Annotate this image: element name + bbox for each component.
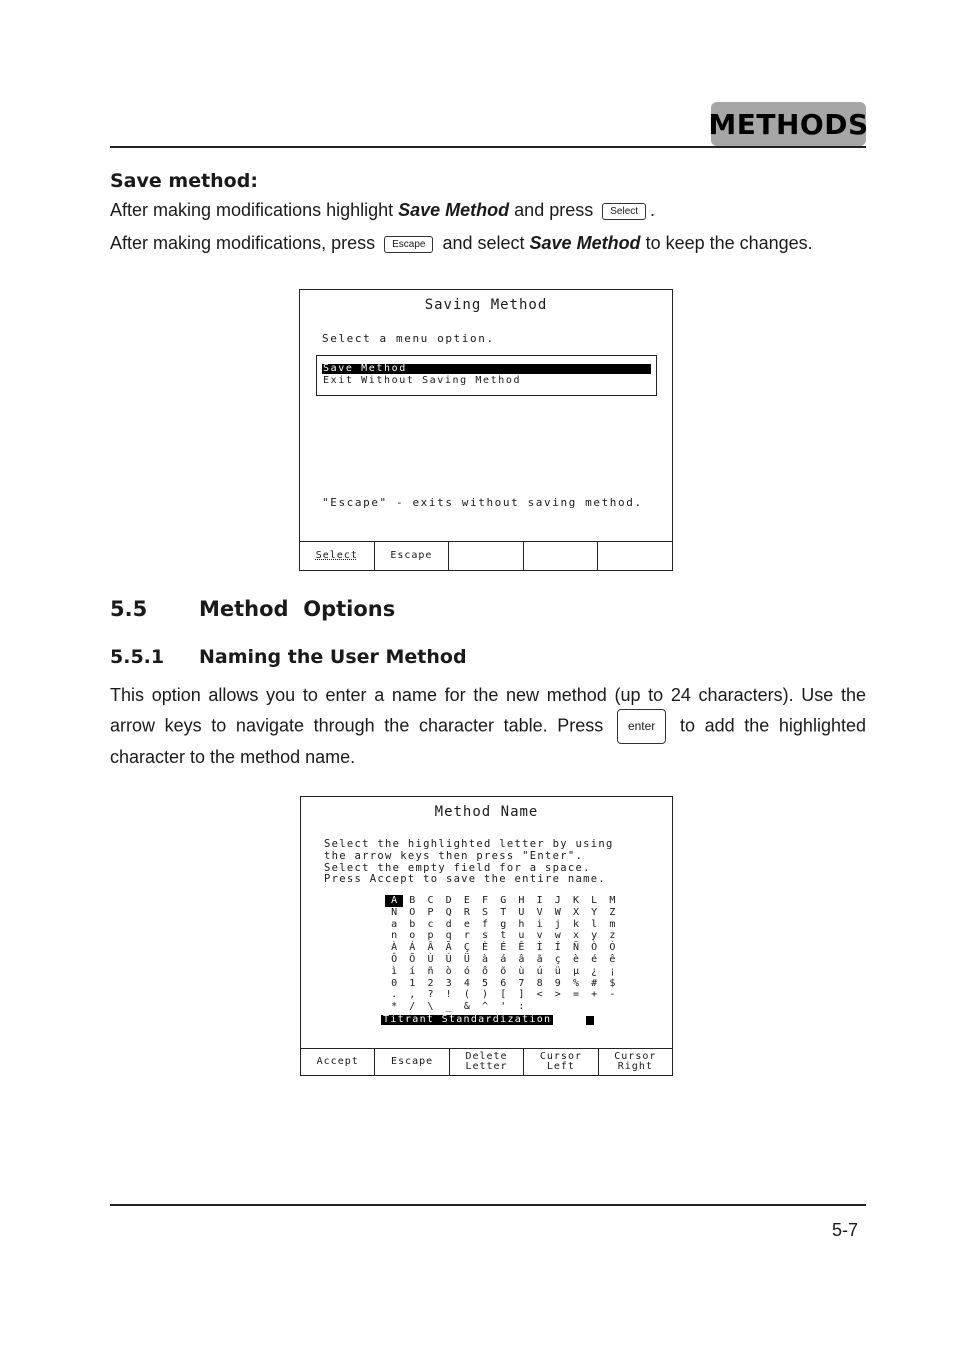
- character-cell[interactable]: m: [609, 918, 616, 930]
- character-cell[interactable]: %: [572, 977, 579, 989]
- character-cell[interactable]: ^: [482, 1001, 489, 1013]
- character-cell[interactable]: c: [427, 918, 434, 930]
- character-cell[interactable]: À: [391, 942, 398, 954]
- screen-prompt: Select a menu option.: [322, 332, 495, 345]
- character-cell[interactable]: (: [463, 989, 470, 1001]
- escape-key-icon: Escape: [384, 236, 433, 253]
- character-cell[interactable]: 5: [482, 977, 489, 989]
- character-cell[interactable]: g: [500, 918, 507, 930]
- instruction-line: Press Accept to save the entire name.: [324, 873, 606, 886]
- character-cell[interactable]: N: [391, 906, 398, 918]
- character-cell[interactable]: e: [463, 918, 470, 930]
- character-row: [385, 919, 621, 931]
- character-cell[interactable]: ì: [391, 965, 398, 977]
- emphasis: Save Method: [398, 200, 510, 220]
- character-cell[interactable]: #: [591, 977, 598, 989]
- softkey-label: Select: [315, 550, 358, 561]
- character-cell[interactable]: \: [427, 1001, 434, 1013]
- header-rule: [110, 146, 866, 148]
- character-cell[interactable]: I: [536, 895, 543, 906]
- character-cell[interactable]: Ó: [609, 942, 616, 954]
- character-cell[interactable]: ü: [554, 965, 561, 977]
- character-row: [385, 966, 621, 978]
- enter-key-icon: enter: [617, 709, 666, 744]
- character-cell[interactable]: Ñ: [572, 942, 579, 954]
- character-cell[interactable]: 8: [536, 977, 543, 989]
- softkey-label-line: Delete: [465, 1051, 508, 1062]
- character-cell[interactable]: P: [427, 906, 434, 918]
- character-cell[interactable]: q: [445, 930, 452, 942]
- character-cell[interactable]: ): [482, 989, 489, 1001]
- character-cell[interactable]: E: [463, 895, 470, 906]
- name-cursor: [586, 1016, 594, 1025]
- character-cell[interactable]: j: [554, 918, 561, 930]
- character-cell[interactable]: Ç: [463, 942, 470, 954]
- character-cell[interactable]: l: [591, 918, 598, 930]
- section-title: Naming the User Method: [199, 646, 467, 668]
- softkey-blank-4[interactable]: [524, 542, 599, 570]
- character-cell[interactable]: õ: [500, 965, 507, 977]
- screen-footer-note: "Escape" - exits without saving method.: [322, 496, 643, 509]
- character-cell[interactable]: Â: [427, 942, 434, 954]
- softkey-label: [465, 1052, 507, 1072]
- softkey-blank-3[interactable]: [449, 542, 524, 570]
- character-cell[interactable]: ç: [554, 953, 561, 965]
- character-cell[interactable]: µ: [572, 965, 579, 977]
- character-cell[interactable]: ù: [518, 965, 525, 977]
- character-cell[interactable]: Ù: [427, 953, 434, 965]
- character-cell[interactable]: K: [572, 895, 579, 906]
- text: After making modifications highlight: [110, 200, 399, 220]
- instruction-line: the arrow keys then press "Enter".: [324, 849, 584, 862]
- character-cell[interactable]: 4: [463, 977, 470, 989]
- character-cell[interactable]: 1: [409, 977, 416, 989]
- character-cell[interactable]: v: [536, 930, 543, 942]
- character-cell[interactable]: ô: [482, 965, 489, 977]
- character-cell[interactable]: ¡: [609, 965, 616, 977]
- character-cell[interactable]: â: [518, 953, 525, 965]
- character-cell[interactable]: -: [609, 989, 616, 1001]
- character-cell[interactable]: Ã: [445, 942, 452, 954]
- screen-title: Method Name: [434, 804, 539, 820]
- character-cell[interactable]: ñ: [427, 965, 434, 977]
- character-cell[interactable]: Õ: [409, 953, 416, 965]
- character-cell[interactable]: a: [391, 918, 398, 930]
- character-cell[interactable]: k: [572, 918, 579, 930]
- screen-instructions: [324, 839, 614, 886]
- character-cell[interactable]: X: [572, 906, 579, 918]
- character-cell[interactable]: w: [554, 930, 561, 942]
- softkey-delete-letter[interactable]: [450, 1049, 524, 1075]
- save-method-line-2: [110, 233, 813, 254]
- character-cell[interactable]: p: [427, 930, 434, 942]
- character-cell[interactable]: H: [518, 895, 525, 906]
- character-table: [385, 895, 621, 1013]
- character-cell[interactable]: ú: [536, 965, 543, 977]
- character-cell[interactable]: ã: [536, 953, 543, 965]
- character-row: [385, 895, 621, 907]
- character-cell[interactable]: T: [500, 906, 507, 918]
- character-cell[interactable]: 7: [518, 977, 525, 989]
- character-row: [385, 1001, 621, 1013]
- character-cell[interactable]: n: [391, 930, 398, 942]
- text: This option allows you to enter a name for the new method (up to 24 characters). Use the arrow keys to navigate through the character table. Press: [110, 685, 866, 736]
- character-cell[interactable]: F: [482, 895, 489, 906]
- character-cell[interactable]: 3: [445, 977, 452, 989]
- saving-method-screen: [299, 289, 673, 571]
- character-cell[interactable]: s: [482, 930, 489, 942]
- section-5-5-1-heading: [110, 646, 467, 668]
- character-cell[interactable]: 9: [554, 977, 561, 989]
- character-cell[interactable]: S: [482, 906, 489, 918]
- character-cell[interactable]: Ò: [591, 942, 598, 954]
- character-cell[interactable]: ó: [463, 965, 470, 977]
- character-cell[interactable]: Á: [409, 942, 416, 954]
- softkey-label: Escape: [390, 550, 433, 561]
- character-cell[interactable]: +: [591, 989, 598, 1001]
- softkey-cursor-right[interactable]: [599, 1049, 672, 1075]
- character-cell[interactable]: h: [518, 918, 525, 930]
- softkey-label-line: Escape: [391, 1056, 434, 1067]
- character-row: [385, 942, 621, 954]
- character-cell[interactable]: x: [572, 930, 579, 942]
- softkey-label-line: Cursor: [539, 1051, 582, 1062]
- character-cell[interactable]: Ì: [536, 942, 543, 954]
- character-cell[interactable]: O: [409, 906, 416, 918]
- character-cell[interactable]: Ô: [391, 953, 398, 965]
- softkey-label-line: Cursor: [614, 1051, 657, 1062]
- character-cell[interactable]: 2: [427, 977, 434, 989]
- section-badge: METHODS: [711, 102, 866, 146]
- character-cell[interactable]: É: [500, 942, 507, 954]
- character-cell[interactable]: d: [445, 918, 452, 930]
- character-cell[interactable]: =: [572, 989, 579, 1001]
- character-row: [385, 954, 621, 966]
- character-cell[interactable]: U: [518, 906, 525, 918]
- softkey-label-line: Right: [617, 1061, 653, 1072]
- character-cell[interactable]: ò: [445, 965, 452, 977]
- softkey-label-line: Left: [546, 1061, 575, 1072]
- softkey-select[interactable]: [300, 542, 375, 570]
- instruction-line: Select the empty field for a space.: [324, 861, 591, 874]
- softkey-label: [317, 1057, 359, 1067]
- character-cell[interactable]: 0: [391, 977, 398, 989]
- footer-rule: [110, 1204, 866, 1206]
- softkey-escape[interactable]: [375, 1049, 449, 1075]
- section-title: Method Options: [199, 597, 396, 621]
- character-cell[interactable]: V: [536, 906, 543, 918]
- character-cell[interactable]: È: [482, 942, 489, 954]
- method-name-value: Titrant Standardization: [383, 1014, 552, 1025]
- character-cell[interactable]: D: [445, 895, 452, 906]
- character-cell[interactable]: Q: [445, 906, 452, 918]
- select-key-icon: Select: [602, 203, 646, 220]
- character-row: [385, 930, 621, 942]
- character-cell[interactable]: &: [463, 1001, 470, 1013]
- character-cell[interactable]: f: [482, 918, 489, 930]
- character-cell[interactable]: ,: [409, 989, 416, 1001]
- character-cell[interactable]: á: [500, 953, 507, 965]
- character-cell[interactable]: J: [554, 895, 561, 906]
- menu-option-save-method[interactable]: Save Method: [322, 364, 651, 374]
- character-cell[interactable]: _: [445, 1001, 452, 1013]
- character-cell[interactable]: ?: [427, 989, 434, 1001]
- menu-option-exit-without-saving[interactable]: Exit Without Saving Method: [323, 375, 522, 386]
- character-cell[interactable]: í: [409, 965, 416, 977]
- character-row: [385, 978, 621, 990]
- character-cell[interactable]: !: [445, 989, 452, 1001]
- character-cell[interactable]: Z: [609, 906, 616, 918]
- character-cell[interactable]: z: [609, 930, 616, 942]
- character-cell[interactable]: >: [554, 989, 561, 1001]
- softkey-bar: [301, 1048, 672, 1075]
- character-cell[interactable]: i: [536, 918, 543, 930]
- character-cell[interactable]: ]: [518, 989, 525, 1001]
- character-cell[interactable]: y: [591, 930, 598, 942]
- softkey-label: [540, 1052, 582, 1072]
- character-cell[interactable]: 6: [500, 977, 507, 989]
- section-number: 5.5.1: [110, 646, 165, 668]
- character-cell[interactable]: G: [500, 895, 507, 906]
- save-method-line-1: [110, 200, 655, 221]
- softkey-blank-5[interactable]: [598, 542, 672, 570]
- character-cell[interactable]: R: [463, 906, 470, 918]
- character-row: [385, 907, 621, 919]
- character-cell[interactable]: *: [391, 1001, 398, 1013]
- character-cell[interactable]: é: [591, 953, 598, 965]
- character-cell[interactable]: Ê: [518, 942, 525, 954]
- text: to add the highlighted character to the method name.: [110, 715, 866, 767]
- method-name-screen: [300, 796, 673, 1076]
- naming-paragraph: [110, 682, 866, 771]
- character-cell[interactable]: $: [609, 977, 616, 989]
- character-cell[interactable]: Ü: [463, 953, 470, 965]
- character-cell[interactable]: ê: [609, 953, 616, 965]
- character-cell[interactable]: B: [409, 895, 416, 906]
- section-5-5-heading: [110, 597, 395, 621]
- character-cell[interactable]: Í: [554, 942, 561, 954]
- character-cell[interactable]: M: [609, 895, 616, 906]
- character-cell[interactable]: ': [500, 1001, 507, 1013]
- instruction-line: Select the highlighted letter by using: [324, 838, 614, 850]
- character-cell[interactable]: Ú: [445, 953, 452, 965]
- section-number: 5.5: [110, 597, 148, 621]
- character-row: [385, 989, 621, 1001]
- menu-box: [316, 355, 657, 396]
- softkey-label-line: Letter: [465, 1061, 508, 1072]
- character-cell[interactable]: <: [536, 989, 543, 1001]
- character-cell[interactable]: W: [554, 906, 561, 918]
- character-cell[interactable]: L: [591, 895, 598, 906]
- character-cell[interactable]: :: [518, 1001, 525, 1013]
- softkey-bar: [300, 541, 672, 570]
- text: to keep the changes.: [640, 233, 813, 253]
- text: and select: [437, 233, 530, 253]
- character-cell[interactable]: à: [482, 953, 489, 965]
- text: After making modifications, press: [110, 233, 381, 253]
- screen-title: Saving Method: [424, 297, 548, 313]
- character-cell[interactable]: t: [500, 930, 507, 942]
- character-cell[interactable]: C: [427, 895, 434, 906]
- softkey-label: [391, 1057, 433, 1067]
- softkey-accept[interactable]: [301, 1049, 375, 1075]
- text: and press: [509, 200, 599, 220]
- softkey-label-line: Accept: [316, 1056, 359, 1067]
- character-cell[interactable]: .: [391, 989, 398, 1001]
- character-cell[interactable]: Y: [591, 906, 598, 918]
- softkey-label: [614, 1052, 656, 1072]
- softkey-cursor-left[interactable]: [524, 1049, 598, 1075]
- character-cell[interactable]: b: [409, 918, 416, 930]
- emphasis: Save Method: [529, 233, 641, 253]
- page-number: 5-7: [832, 1220, 859, 1240]
- character-cell[interactable]: [: [500, 989, 507, 1001]
- save-method-heading: Save method:: [110, 170, 258, 192]
- text: .: [650, 200, 656, 220]
- character-cell[interactable]: r: [463, 930, 470, 942]
- character-cell[interactable]: o: [409, 930, 416, 942]
- character-cell[interactable]: u: [518, 930, 525, 942]
- character-cell[interactable]: A: [385, 895, 403, 907]
- character-cell[interactable]: ¿: [591, 965, 598, 977]
- character-cell[interactable]: è: [572, 953, 579, 965]
- softkey-escape[interactable]: [375, 542, 450, 570]
- character-cell[interactable]: /: [409, 1001, 416, 1013]
